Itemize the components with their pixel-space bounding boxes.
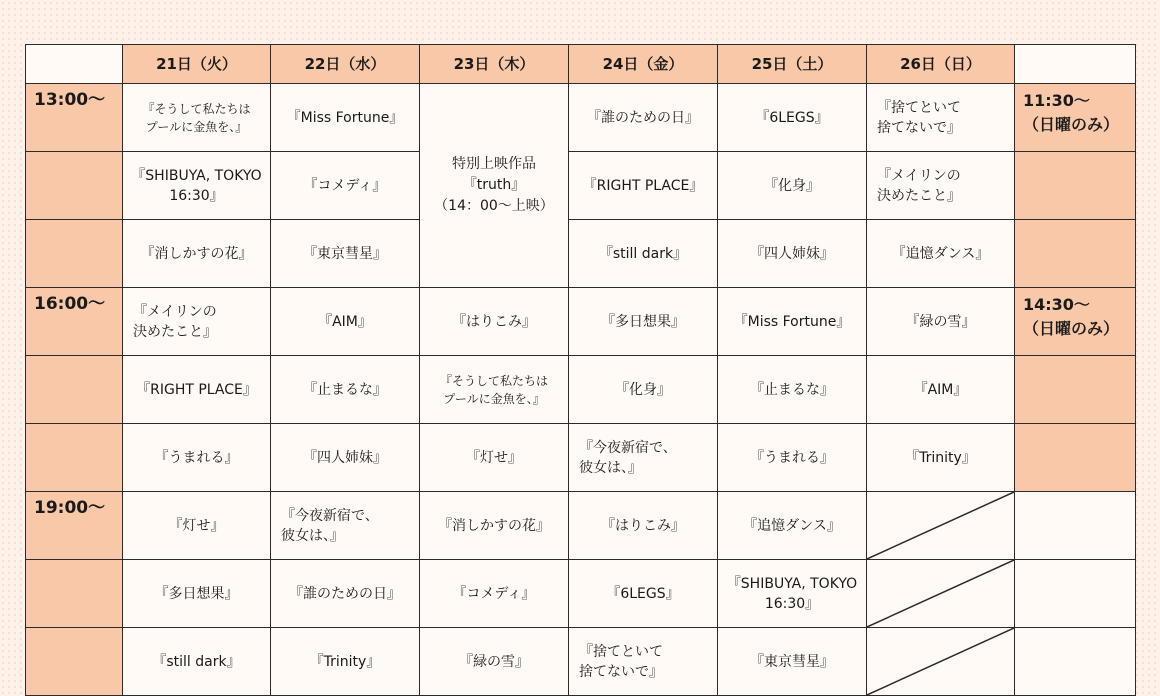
film-cell: 『消しかすの花』	[420, 492, 569, 560]
film-cell: 『止まるな』	[718, 356, 867, 424]
film-cell: 『多日想果』	[123, 560, 271, 628]
film-cell: 『コメディ』	[420, 560, 569, 628]
film-cell: 『Miss Fortune』	[271, 84, 420, 152]
film-cell: 『緑の雪』	[867, 288, 1015, 356]
film-cell: 『緑の雪』	[420, 628, 569, 696]
sunday-only-blank	[1015, 356, 1136, 424]
film-cell: 『6LEGS』	[718, 84, 867, 152]
day-header: 26日（日）	[867, 45, 1015, 84]
film-cell: 『メイリンの 決めたこと』	[867, 152, 1015, 220]
film-cell: 『化身』	[718, 152, 867, 220]
time-slot-blank	[26, 628, 123, 696]
sunday-only-blank	[1015, 220, 1136, 288]
diagonal-slash	[867, 628, 1014, 695]
film-cell: 『東京彗星』	[718, 628, 867, 696]
sunday-only-blank	[1015, 152, 1136, 220]
film-cell: 『6LEGS』	[569, 560, 718, 628]
schedule-row	[26, 492, 1136, 560]
film-cell: 『追憶ダンス』	[718, 492, 867, 560]
film-cell: 『AIM』	[867, 356, 1015, 424]
day-header: 23日（木）	[420, 45, 569, 84]
time-slot-label: 16:00〜	[26, 288, 123, 356]
header-corner-cell	[26, 45, 123, 84]
film-cell: 『止まるな』	[271, 356, 420, 424]
time-slot-label: 13:00〜	[26, 84, 123, 152]
film-cell: 『灯せ』	[123, 492, 271, 560]
film-cell: 『うまれる』	[718, 424, 867, 492]
film-cell: 『AIM』	[271, 288, 420, 356]
day-header: 25日（土）	[718, 45, 867, 84]
film-cell: 『SHIBUYA, TOKYO 16:30』	[123, 152, 271, 220]
sunday-extra-empty	[1015, 560, 1136, 628]
film-cell: 『Trinity』	[271, 628, 420, 696]
film-cell: 『はりこみ』	[420, 288, 569, 356]
time-slot-label: 19:00〜	[26, 492, 123, 560]
no-screening-cell	[867, 560, 1015, 628]
film-cell: 『化身』	[569, 356, 718, 424]
film-cell: 『今夜新宿で、 彼女は、』	[271, 492, 420, 560]
diagonal-slash	[867, 492, 1014, 559]
day-header: 24日（金）	[569, 45, 718, 84]
schedule-table	[25, 44, 1136, 696]
schedule-row	[26, 220, 1136, 288]
day-header: 22日（水）	[271, 45, 420, 84]
schedule-row	[26, 424, 1136, 492]
time-slot-blank	[26, 356, 123, 424]
time-slot-blank	[26, 152, 123, 220]
schedule-row	[26, 84, 1136, 152]
time-slot-blank	[26, 220, 123, 288]
no-screening-cell	[867, 492, 1015, 560]
film-cell: 『SHIBUYA, TOKYO 16:30』	[718, 560, 867, 628]
diagonal-slash	[867, 560, 1014, 627]
film-cell: 『灯せ』	[420, 424, 569, 492]
film-cell: 『そうして私たちは プールに金魚を、』	[123, 84, 271, 152]
film-cell: 『誰のための日』	[569, 84, 718, 152]
schedule-row	[26, 560, 1136, 628]
film-cell: 『多日想果』	[569, 288, 718, 356]
schedule-row	[26, 152, 1136, 220]
film-cell: 『捨てといて 捨てないで』	[569, 628, 718, 696]
header-extra-cell	[1015, 45, 1136, 84]
film-cell: 『今夜新宿で、 彼女は、』	[569, 424, 718, 492]
film-cell: 『メイリンの 決めたこと』	[123, 288, 271, 356]
film-cell: 『東京彗星』	[271, 220, 420, 288]
film-cell: 『はりこみ』	[569, 492, 718, 560]
film-cell: 『四人姉妹』	[718, 220, 867, 288]
film-cell: 『誰のための日』	[271, 560, 420, 628]
film-cell: 『Miss Fortune』	[718, 288, 867, 356]
film-cell: 『コメディ』	[271, 152, 420, 220]
film-cell: 『うまれる』	[123, 424, 271, 492]
film-cell: 『Trinity』	[867, 424, 1015, 492]
day-header: 21日（火）	[123, 45, 271, 84]
sunday-only-time: 14:30〜 （日曜のみ）	[1015, 288, 1136, 356]
special-screening-cell: 特別上映作品 『truth』 （14：00〜上映）	[420, 84, 569, 288]
film-cell: 『追憶ダンス』	[867, 220, 1015, 288]
time-slot-blank	[26, 424, 123, 492]
schedule-row	[26, 356, 1136, 424]
film-cell: 『そうして私たちは プールに金魚を、』	[420, 356, 569, 424]
sunday-only-blank	[1015, 424, 1136, 492]
film-cell: 『still dark』	[569, 220, 718, 288]
film-cell: 『四人姉妹』	[271, 424, 420, 492]
film-cell: 『捨てといて 捨てないで』	[867, 84, 1015, 152]
sunday-extra-empty	[1015, 628, 1136, 696]
schedule-row	[26, 628, 1136, 696]
film-cell: 『RIGHT PLACE』	[123, 356, 271, 424]
film-cell: 『消しかすの花』	[123, 220, 271, 288]
no-screening-cell	[867, 628, 1015, 696]
film-cell: 『still dark』	[123, 628, 271, 696]
film-cell: 『RIGHT PLACE』	[569, 152, 718, 220]
time-slot-blank	[26, 560, 123, 628]
sunday-only-time: 11:30〜 （日曜のみ）	[1015, 84, 1136, 152]
schedule-row	[26, 288, 1136, 356]
header-row	[26, 45, 1136, 84]
sunday-extra-empty	[1015, 492, 1136, 560]
